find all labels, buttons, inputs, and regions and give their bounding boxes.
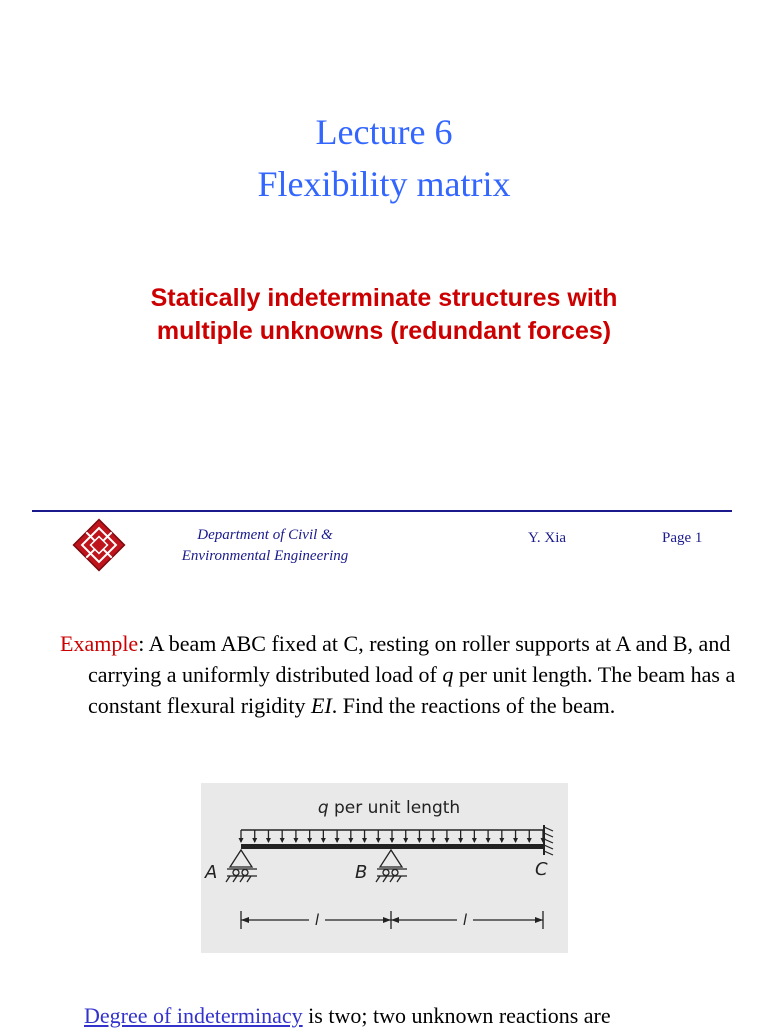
load-arrow-head — [280, 838, 285, 843]
beam-figure — [201, 783, 568, 953]
example-paragraph — [60, 628, 738, 721]
footer-divider — [32, 510, 732, 512]
slide-title — [0, 106, 768, 210]
load-arrow-head — [348, 838, 353, 843]
example-q: q — [442, 662, 454, 687]
author-name: Y. Xia — [528, 530, 567, 546]
load-arrow-head — [376, 838, 381, 843]
roller-support-a — [226, 850, 257, 882]
page-number: Page 1 — [662, 530, 703, 546]
load-arrow-head — [307, 838, 312, 843]
load-arrow-head — [417, 838, 422, 843]
load-arrow-head — [527, 838, 532, 843]
beam — [241, 844, 543, 849]
load-arrow-head — [266, 838, 271, 843]
load-arrow-head — [403, 838, 408, 843]
university-logo-icon — [72, 518, 126, 572]
roller-support-b — [376, 850, 407, 882]
example-text-c: . Find the reactions of the beam. — [331, 693, 616, 718]
label-c: C — [535, 859, 548, 880]
label-b: B — [355, 862, 368, 883]
distributed-load-arrows — [239, 830, 546, 843]
load-arrow-head — [335, 838, 340, 843]
department-line-1: Department of Civil & — [197, 527, 333, 543]
indeterminacy-text: is two; two unknown reactions are — [302, 1003, 611, 1028]
degree-of-indeterminacy-term: Degree of indeterminacy — [84, 1003, 303, 1028]
subtitle-line-2: multiple unknowns (redundant forces) — [156, 317, 612, 345]
load-label — [318, 798, 460, 818]
load-arrow-head — [458, 838, 463, 843]
span-label-1: l — [314, 911, 320, 929]
example-text-a: : A beam ABC fixed at C, resting on roller supports at A and B, and carrying a uniformly distributed load of — [88, 631, 731, 687]
span-label-2: l — [462, 911, 468, 929]
load-arrow-head — [513, 838, 518, 843]
load-arrow-head — [239, 838, 244, 843]
load-arrow-head — [486, 838, 491, 843]
indeterminacy-paragraph — [84, 1000, 768, 1031]
example-label: Example — [60, 631, 139, 656]
department-name — [160, 525, 370, 567]
load-arrow-head — [390, 838, 395, 843]
load-arrow-head — [499, 838, 504, 843]
load-arrow-head — [472, 838, 477, 843]
load-arrow-head — [293, 838, 298, 843]
load-arrow-head — [321, 838, 326, 843]
load-per-unit: per unit length — [328, 798, 461, 818]
label-a: A — [205, 862, 218, 883]
load-arrow-head — [252, 838, 257, 843]
title-line-2: Flexibility matrix — [257, 164, 511, 204]
title-line-1: Lecture 6 — [315, 112, 453, 152]
department-line-2: Environmental Engineering — [181, 548, 349, 564]
example-ei: EI — [311, 693, 332, 718]
load-arrow-head — [431, 838, 436, 843]
load-q: q — [317, 798, 329, 818]
slide-subtitle — [60, 282, 708, 348]
example-text-b: per unit length. The beam has a constant flexural rigidity — [88, 662, 736, 718]
load-arrow-head — [444, 838, 449, 843]
subtitle-line-1: Statically indeterminate structures with — [150, 284, 618, 312]
load-arrow-head — [362, 838, 367, 843]
beam-diagram — [201, 783, 568, 953]
